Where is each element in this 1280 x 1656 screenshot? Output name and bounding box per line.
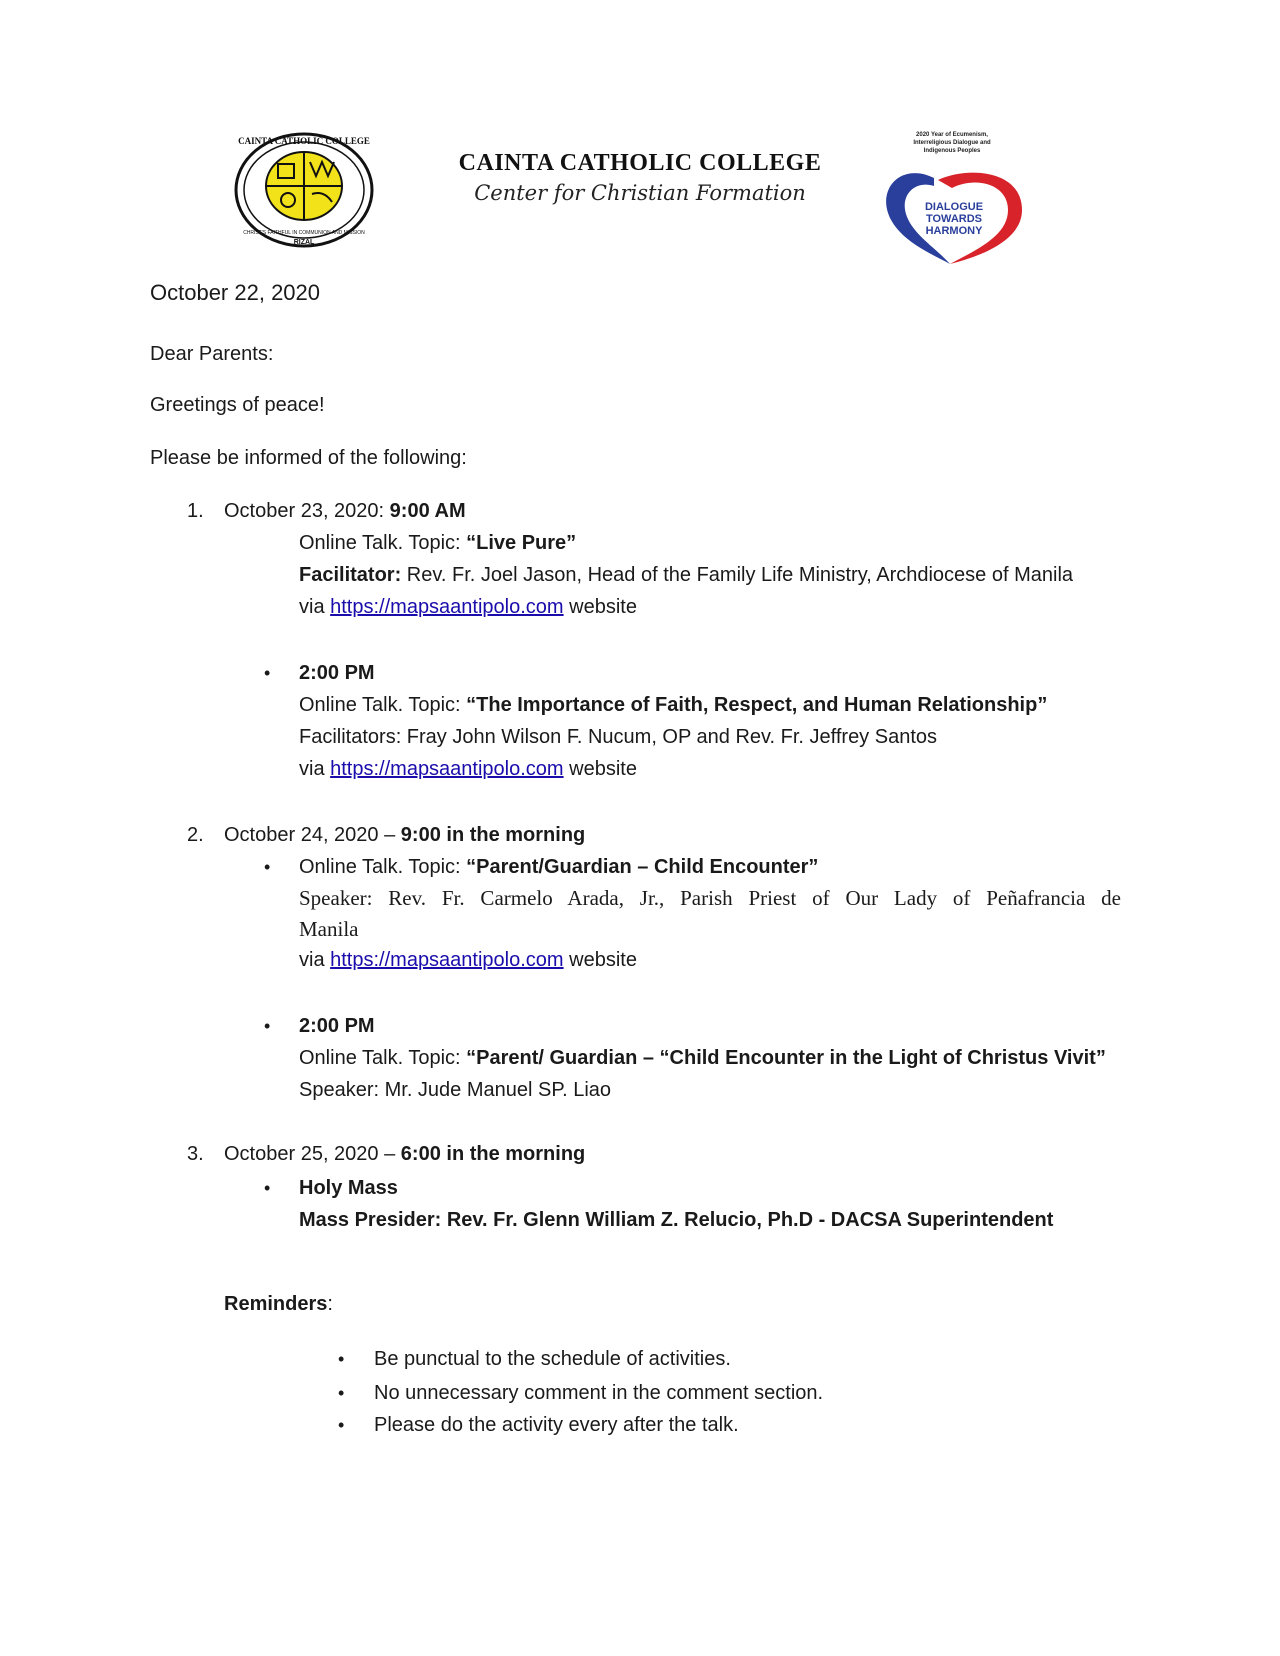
item-1b-facilitators: Facilitators: Fray John Wilson F. Nucum, OP and Rev. Fr. Jeffrey Santos [299, 726, 938, 748]
intro-line: Please be informed of the following: [150, 447, 467, 469]
website-link[interactable]: https://mapsaantipolo.com [330, 949, 564, 971]
item-time: 6:00 in the morning [400, 1143, 586, 1165]
item-2b-speaker: Speaker: Mr. Jude Manuel SP. Liao [299, 1079, 612, 1101]
item-number: 2. [187, 824, 204, 846]
salutation: Dear Parents: [150, 343, 274, 365]
letter-date: October 22, 2020 [150, 280, 321, 305]
bullet-glyph: • [264, 857, 271, 877]
topic-prefix: Online Talk. Topic: [299, 1047, 467, 1069]
seal-base-text: RIZAL [293, 239, 315, 246]
item-1-via [299, 595, 637, 619]
topic-title: “Parent/Guardian – Child Encounter” [466, 856, 819, 878]
topic-prefix: Online Talk. Topic: [299, 532, 467, 554]
bullet-glyph: • [338, 1415, 345, 1435]
item-3-presider: Mass Presider: Rev. Fr. Glenn William Z. Relucio, Ph.D - DACSA Superintendent [299, 1209, 1054, 1231]
item-date-text: October 23, 2020: [224, 500, 390, 522]
item-2-via [299, 948, 637, 972]
topic-prefix: Online Talk. Topic: [299, 694, 467, 716]
topic-prefix: Online Talk. Topic: [299, 856, 467, 878]
via-text: via [299, 596, 331, 618]
topic-title: “The Importance of Faith, Respect, and Human Relationship” [466, 694, 1048, 716]
reminder-item: No unnecessary comment in the comment section. [374, 1382, 824, 1404]
item-1b-via [299, 757, 637, 781]
reminder-item: Please do the activity every after the talk. [374, 1414, 739, 1436]
college-subtitle: Center for Christian Formation [474, 181, 806, 205]
item-2-speaker-line-2: Manila [299, 917, 359, 941]
bullet-glyph: • [338, 1349, 345, 1369]
reminders-heading [224, 1292, 333, 1316]
bullet-glyph: • [264, 1016, 271, 1036]
reminders-colon: : [327, 1293, 333, 1315]
topic-title: “Live Pure” [466, 532, 577, 554]
website-suffix: website [563, 596, 637, 618]
item-2-speaker-line-1: Speaker: Rev. Fr. Carmelo Arada, Jr., Parish Priest of Our Lady of Peñafrancia de [299, 886, 1121, 910]
heart-text-1: DIALOGUE [924, 201, 984, 213]
heart-caption-2: Interreligious Dialogue and [913, 140, 991, 146]
item-1-topic [299, 531, 576, 555]
item-3-date [224, 1142, 585, 1166]
topic-title: “Parent/ Guardian – “Child Encounter in the Light of Christus Vivit” [466, 1047, 1106, 1069]
college-name: CAINTA CATHOLIC COLLEGE [458, 150, 822, 176]
item-1b-topic [299, 693, 1047, 717]
dialogue-heart-logo [872, 126, 1032, 276]
website-suffix: website [563, 949, 637, 971]
facilitator-label: Facilitator: [299, 564, 402, 586]
seal-bottom-text: CHRIST'S FAITHFUL IN COMMUNION AND MISSION [243, 230, 365, 236]
item-3-event: Holy Mass [299, 1177, 398, 1199]
item-time: 9:00 in the morning [400, 824, 586, 846]
website-link[interactable]: https://mapsaantipolo.com [330, 596, 564, 618]
item-2b-time: 2:00 PM [299, 1015, 375, 1037]
item-date-text: October 25, 2020 – [224, 1143, 401, 1165]
item-1-facilitator [299, 563, 1073, 587]
website-suffix: website [563, 758, 637, 780]
website-link[interactable]: https://mapsaantipolo.com [330, 758, 564, 780]
college-seal-logo [232, 130, 377, 250]
via-text: via [299, 758, 331, 780]
greeting: Greetings of peace! [150, 394, 325, 416]
item-2-topic [299, 855, 818, 879]
bullet-glyph: • [264, 663, 271, 683]
item-date-text: October 24, 2020 – [224, 824, 401, 846]
facilitator-name: Rev. Fr. Joel Jason, Head of the Family Life Ministry, Archdiocese of Manila [401, 564, 1074, 586]
item-number: 3. [187, 1143, 204, 1165]
letterhead [0, 120, 1280, 280]
bullet-glyph: • [338, 1383, 345, 1403]
heart-caption-1: 2020 Year of Ecumenism, [916, 132, 988, 138]
item-2b-topic [299, 1046, 1106, 1070]
bullet-glyph: • [264, 1178, 271, 1198]
heart-caption-3: Indigenous Peoples [923, 148, 981, 154]
item-number: 1. [187, 500, 204, 522]
college-title-block [420, 150, 860, 205]
item-1-date [224, 499, 466, 523]
item-time: 9:00 AM [389, 500, 466, 522]
seal-top-text: CAINTA CATHOLIC COLLEGE [238, 136, 370, 146]
reminders-label: Reminders [224, 1293, 328, 1315]
heart-text-2: TOWARDS [925, 213, 983, 225]
heart-text-3: HARMONY [925, 225, 983, 237]
item-2-date [224, 823, 585, 847]
item-1b-time: 2:00 PM [299, 662, 375, 684]
reminder-item: Be punctual to the schedule of activities. [374, 1348, 731, 1370]
via-text: via [299, 949, 331, 971]
